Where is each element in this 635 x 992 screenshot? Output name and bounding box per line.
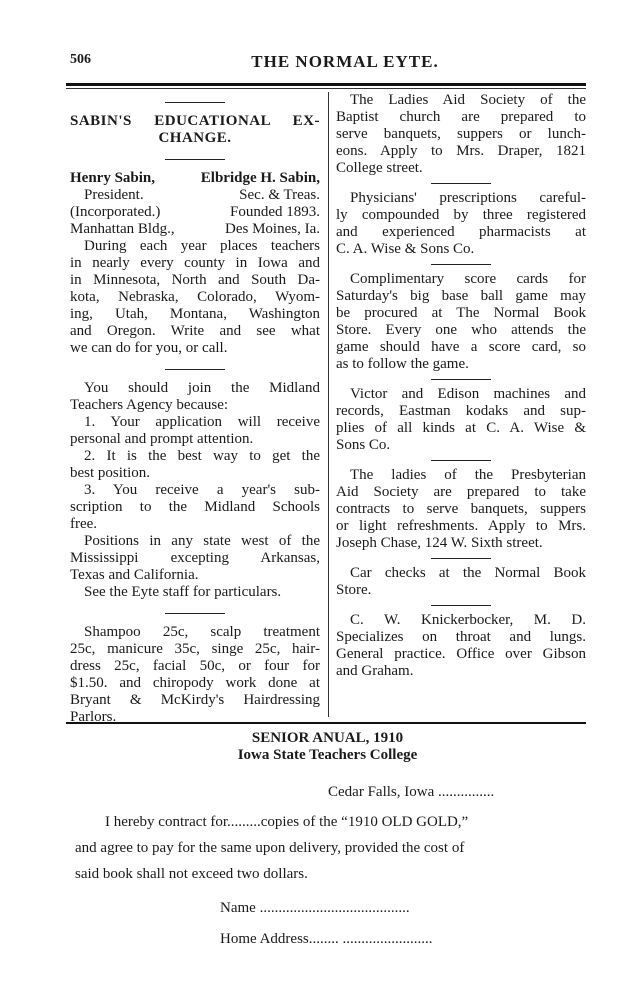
text-line: Parlors.: [70, 709, 117, 725]
text-line: Bryant & McKirdy's Hairdressing: [70, 692, 320, 708]
right-column: [336, 92, 586, 680]
text-line: and Graham.: [336, 663, 414, 679]
paragraph: [336, 386, 586, 454]
form-subtitle: Iowa State Teachers College: [237, 747, 418, 763]
text-line: Specializes on throat and lungs.: [336, 629, 586, 645]
text-line: 2. It is the best way to get the: [84, 448, 320, 464]
info-left: (Incorporated.): [70, 204, 161, 220]
text-line: Store. Every one who attends the: [336, 322, 586, 338]
order-form: [70, 730, 585, 948]
text-line: Saturday's big base ball game may: [336, 288, 586, 304]
text-line: Car checks at the Normal Book: [350, 565, 586, 581]
text-line: $1.50. and chiropody work done at: [70, 675, 320, 691]
form-place: Cedar Falls, Iowa ...............: [328, 784, 495, 800]
text-line: ing, Utah, Montana, Washington: [70, 306, 320, 322]
paragraph: [336, 612, 586, 680]
president-name: Henry Sabin,: [70, 170, 156, 186]
info-row: [70, 204, 320, 221]
text-line: C. A. Wise & Sons Co.: [336, 241, 475, 257]
form-body-line: I hereby contract for.........copies of the “1910 OLD GOLD,”: [105, 814, 469, 830]
separator: [431, 558, 491, 559]
text-line: best position.: [70, 465, 151, 481]
text-line: in nearly every county in Iowa and: [70, 255, 320, 271]
separator: [165, 369, 225, 370]
text-line: Store.: [336, 582, 372, 598]
text-line: contracts to serve banquets, suppers: [336, 501, 586, 517]
info-right: Founded 1893.: [230, 204, 320, 220]
page-number: 506: [70, 52, 91, 67]
text-line: Shampoo 25c, scalp treatment: [84, 624, 320, 640]
text-line: Texas and California.: [70, 567, 199, 583]
text-line: personal and prompt attention.: [70, 431, 254, 447]
text-line: 1. Your application will receive: [84, 414, 320, 430]
text-line: plies of all kinds at C. A. Wise &: [336, 420, 586, 436]
text-line: game should have a score card, so: [336, 339, 586, 355]
text-line: Sons Co.: [336, 437, 391, 453]
paragraph: [70, 238, 320, 357]
paragraph: [70, 380, 320, 414]
text-line: as to follow the game.: [336, 356, 469, 372]
text-line: Physicians' prescriptions careful-: [350, 190, 586, 206]
info-left: President.: [84, 187, 144, 203]
text-line: The ladies of the Presbyterian: [350, 467, 586, 483]
paragraph: [70, 482, 320, 533]
left-column: [70, 96, 320, 726]
paragraph: [70, 448, 320, 482]
separator: [165, 159, 225, 160]
text-line: Aid Society are prepared to take: [336, 484, 586, 500]
text-line: The Ladies Aid Society of the: [350, 92, 586, 108]
right-paragraphs: [336, 92, 586, 680]
info-right: Des Moines, Ia.: [225, 221, 320, 237]
paragraph: [70, 533, 320, 584]
text-line: Joseph Chase, 124 W. Sixth street.: [336, 535, 543, 551]
running-title: THE NORMAL EYTE.: [251, 52, 439, 71]
paragraph: [70, 414, 320, 448]
info-row: [70, 221, 320, 238]
paragraph: [336, 92, 586, 177]
text-line: During each year places teachers: [84, 238, 320, 254]
text-line: we can do for you, or call.: [70, 340, 228, 356]
text-line: be procured at The Normal Book: [336, 305, 586, 321]
text-line: You should join the Midland: [84, 380, 320, 396]
info-right: Sec. & Treas.: [239, 187, 320, 203]
text-line: and experienced pharmacists at: [336, 224, 586, 240]
separator: [165, 613, 225, 614]
name-field[interactable]: Name ........................................: [220, 900, 410, 916]
text-line: Victor and Edison machines and: [350, 386, 586, 402]
paragraph: [336, 271, 586, 373]
text-line: Complimentary score cards for: [350, 271, 586, 287]
text-line: Mississippi excepting Arkansas,: [70, 550, 320, 566]
text-line: serve banquets, suppers or lunch-: [336, 126, 586, 142]
form-title: SENIOR ANUAL, 1910: [251, 730, 404, 746]
text-line: or light refreshments. Apply to Mrs.: [336, 518, 586, 534]
form-body-line: and agree to pay for the same upon delivery, provided the cost of: [75, 840, 465, 856]
text-line: and Oregon. Write and see what: [70, 323, 320, 339]
paragraph: [336, 565, 586, 599]
info-row: [70, 187, 320, 204]
paragraph: [336, 190, 586, 258]
text-line: Baptist church are prepared to: [336, 109, 586, 125]
officer-names: [70, 170, 320, 187]
text-line: See the Eyte staff for particulars.: [84, 584, 282, 600]
left-paragraphs: [70, 238, 320, 726]
text-line: free.: [70, 516, 98, 532]
secretary-name: Elbridge H. Sabin,: [200, 170, 320, 186]
paragraph: [70, 584, 320, 601]
separator: [431, 460, 491, 461]
header-rule: [66, 83, 586, 86]
form-body-line: said book shall not exceed two dollars.: [75, 866, 308, 882]
paragraph: [336, 467, 586, 552]
text-line: ly compounded by three registered: [336, 207, 586, 223]
text-line: 3. You receive a year's sub-: [84, 482, 320, 498]
text-line: College street.: [336, 160, 423, 176]
article-title: [70, 113, 320, 147]
home-address-field[interactable]: Home Address........ ........................: [220, 931, 433, 947]
text-line: dress 25c, facial 50c, or four for: [70, 658, 320, 674]
text-line: records, Eastman kodaks and sup-: [336, 403, 586, 419]
separator: [431, 605, 491, 606]
separator: [165, 102, 225, 103]
separator: [431, 183, 491, 184]
title-line: SABIN'S EDUCATIONAL EX-: [70, 113, 320, 129]
column-divider: [328, 92, 329, 717]
text-line: in Minnesota, North and South Da-: [70, 272, 320, 288]
text-line: kota, Nebraska, Colorado, Wyom-: [70, 289, 320, 305]
text-line: 25c, manicure 35c, singe 25c, hair-: [70, 641, 320, 657]
separator: [431, 379, 491, 380]
paragraph: [70, 624, 320, 726]
title-line: CHANGE.: [158, 130, 232, 146]
text-line: scription to the Midland Schools: [70, 499, 320, 515]
text-line: eons. Apply to Mrs. Draper, 1821: [336, 143, 586, 159]
text-line: General practice. Office over Gibson: [336, 646, 586, 662]
text-line: Positions in any state west of the: [84, 533, 320, 549]
text-line: C. W. Knickerbocker, M. D.: [350, 612, 586, 628]
header-rule-thin: [66, 88, 586, 89]
text-line: Teachers Agency because:: [70, 397, 229, 413]
info-left: Manhattan Bldg.,: [70, 221, 175, 237]
separator: [431, 264, 491, 265]
